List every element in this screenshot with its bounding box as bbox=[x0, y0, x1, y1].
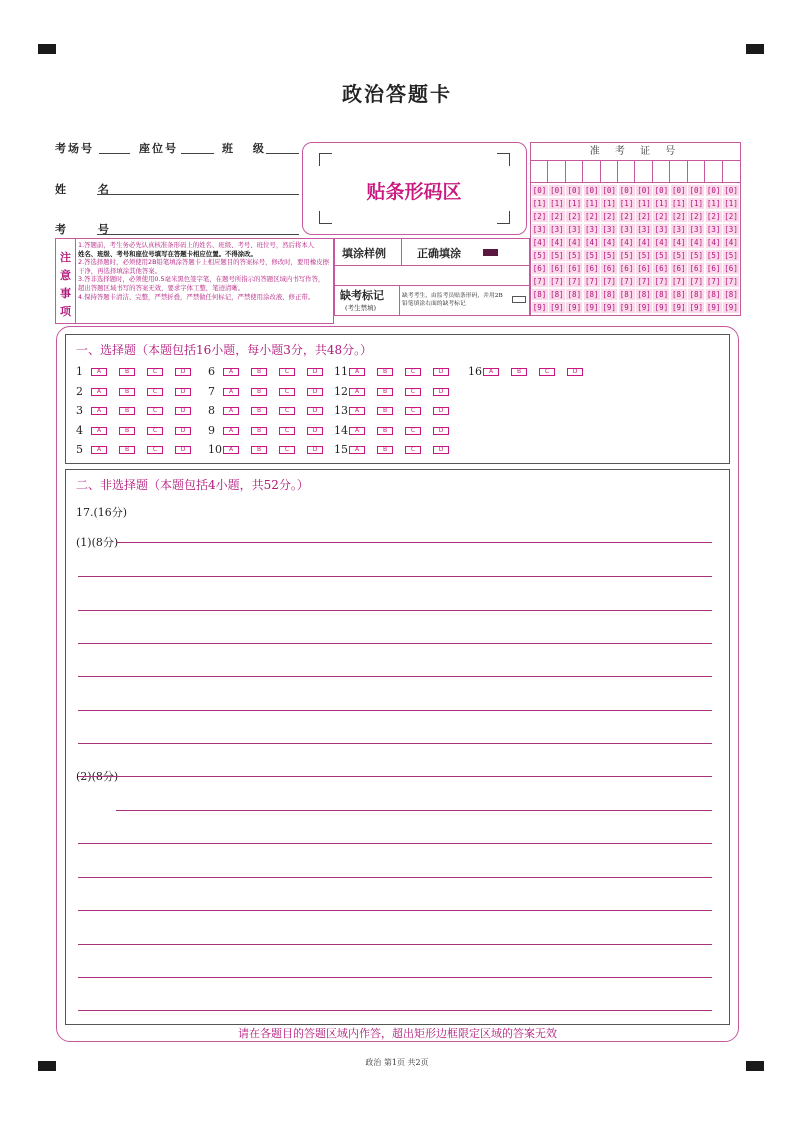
question-number: 6 bbox=[208, 365, 215, 378]
option-bubble-b[interactable]: B bbox=[119, 446, 135, 454]
digit-bubble[interactable]: [7] bbox=[532, 277, 547, 286]
option-bubble-a[interactable]: A bbox=[223, 368, 239, 376]
digit-bubble[interactable]: [8] bbox=[532, 290, 547, 299]
digit-bubble[interactable]: [4] bbox=[567, 238, 582, 247]
answer-line[interactable] bbox=[78, 643, 712, 644]
digit-bubble[interactable]: [7] bbox=[567, 277, 582, 286]
digit-row bbox=[531, 224, 742, 236]
digit-bubble[interactable]: [1] bbox=[654, 199, 669, 208]
option-bubble-c[interactable]: C bbox=[279, 407, 295, 415]
question-17-part2-label: (2)(8分) bbox=[76, 770, 119, 783]
option-bubble-d[interactable]: D bbox=[175, 368, 191, 376]
digit-row bbox=[531, 185, 742, 197]
option-bubble-c[interactable]: C bbox=[147, 368, 163, 376]
digit-bubble[interactable]: [5] bbox=[672, 251, 686, 260]
seat-no-label: 座位号 bbox=[139, 142, 178, 155]
answer-zone-warning: 请在各题目的答题区域内作答，超出矩形边框限定区域的答案无效 bbox=[238, 1027, 557, 1040]
digit-bubble[interactable]: [4] bbox=[550, 238, 564, 247]
digit-bubble[interactable]: [3] bbox=[567, 225, 582, 234]
notes-line: 2.答选择题时，必须使用2B铅笔填涂答题卡上相应题目的答案标号，修改时，要用橡皮擦干净，再选择填涂其他答案。 bbox=[78, 258, 329, 275]
corner-mark bbox=[497, 211, 510, 224]
answer-line[interactable] bbox=[116, 542, 712, 543]
digit-bubble[interactable]: [9] bbox=[637, 303, 651, 312]
question-number: 11 bbox=[334, 365, 348, 378]
question-number: 9 bbox=[208, 423, 215, 437]
digit-bubble[interactable]: [7] bbox=[724, 277, 738, 286]
digit-row bbox=[531, 237, 742, 249]
option-bubble-a[interactable]: A bbox=[91, 368, 107, 376]
option-bubble-d[interactable]: D bbox=[433, 427, 449, 435]
fill-sample-box bbox=[334, 238, 530, 316]
question-number: 2 bbox=[76, 384, 83, 398]
registration-mark bbox=[746, 44, 764, 54]
digit-bubble[interactable]: [7] bbox=[584, 277, 599, 286]
option-bubble-c[interactable]: C bbox=[147, 427, 163, 435]
seat-no-field[interactable] bbox=[181, 153, 214, 154]
question-number: 10 bbox=[208, 443, 222, 456]
page-footer: 政治 第1页 共2页 bbox=[365, 1058, 429, 1067]
option-bubble-c[interactable]: C bbox=[279, 388, 295, 396]
digit-bubble[interactable]: [0] bbox=[567, 186, 582, 195]
option-bubble-a[interactable]: A bbox=[349, 427, 365, 435]
absent-mark-sub: (考生禁填) bbox=[345, 304, 377, 312]
option-bubble-d[interactable]: D bbox=[175, 407, 191, 415]
class-label: 班 级 bbox=[222, 142, 272, 155]
digit-bubble[interactable]: [9] bbox=[654, 303, 669, 312]
digit-bubble[interactable]: [4] bbox=[602, 238, 616, 247]
option-bubble-a[interactable]: A bbox=[223, 446, 239, 454]
digit-bubble[interactable]: [3] bbox=[672, 225, 686, 234]
exam-no-field[interactable] bbox=[97, 234, 299, 235]
answer-line[interactable] bbox=[78, 676, 712, 677]
option-bubble-b[interactable]: B bbox=[377, 388, 393, 396]
option-bubble-c[interactable]: C bbox=[405, 446, 421, 454]
option-bubble-a[interactable]: A bbox=[349, 388, 365, 396]
digit-bubble[interactable]: [3] bbox=[550, 225, 564, 234]
digit-bubble[interactable]: [4] bbox=[706, 238, 721, 247]
digit-bubble[interactable]: [1] bbox=[672, 199, 686, 208]
correct-fill-label: 正确填涂 bbox=[417, 247, 461, 260]
digit-bubble[interactable]: [1] bbox=[724, 199, 738, 208]
name-field[interactable] bbox=[97, 194, 299, 195]
admission-number-title: 准 考 证 号 bbox=[531, 143, 740, 161]
digit-bubble[interactable]: [5] bbox=[724, 251, 738, 260]
option-bubble-b[interactable]: B bbox=[119, 427, 135, 435]
admission-write-box[interactable] bbox=[601, 160, 618, 182]
question-number: 16 bbox=[468, 365, 482, 378]
digit-bubble[interactable]: [1] bbox=[584, 199, 599, 208]
option-bubble-d[interactable]: D bbox=[175, 446, 191, 454]
option-bubble-a[interactable]: A bbox=[223, 407, 239, 415]
digit-bubble[interactable]: [2] bbox=[619, 212, 634, 221]
digit-bubble[interactable]: [0] bbox=[619, 186, 634, 195]
digit-bubble[interactable]: [8] bbox=[619, 290, 634, 299]
question-number: 3 bbox=[76, 404, 83, 417]
option-bubble-a[interactable]: A bbox=[349, 446, 365, 454]
digit-bubble[interactable]: [5] bbox=[550, 251, 564, 260]
digit-bubble[interactable]: [8] bbox=[637, 290, 651, 299]
admission-write-box[interactable] bbox=[531, 160, 548, 182]
digit-bubble[interactable]: [1] bbox=[637, 199, 651, 208]
answer-line[interactable] bbox=[78, 576, 712, 577]
option-bubble-d[interactable]: D bbox=[307, 388, 323, 396]
answer-line[interactable] bbox=[78, 977, 712, 978]
digit-bubble[interactable]: [6] bbox=[619, 264, 634, 273]
digit-bubble[interactable]: [3] bbox=[706, 225, 721, 234]
question-number: 4 bbox=[76, 423, 83, 437]
digit-bubble[interactable]: [8] bbox=[689, 290, 704, 299]
option-bubble-a[interactable]: A bbox=[223, 427, 239, 435]
digit-bubble[interactable]: [4] bbox=[619, 238, 634, 247]
digit-bubble[interactable]: [6] bbox=[584, 264, 599, 273]
option-bubble-b[interactable]: B bbox=[377, 427, 393, 435]
digit-bubble[interactable]: [1] bbox=[706, 199, 721, 208]
digit-bubble[interactable]: [3] bbox=[602, 225, 616, 234]
exam-no-label: 考 号 bbox=[55, 223, 123, 236]
question-number: 5 bbox=[76, 443, 83, 456]
digit-row bbox=[531, 211, 742, 223]
notes-line-bold: 姓名、班级、考号和座位号填写在答题卡相应位置。不得涂改。 bbox=[78, 249, 257, 258]
admission-write-box[interactable] bbox=[548, 160, 565, 182]
notes-line: 4.保持答题卡清洁、完整，严禁折叠，严禁做任何标记，严禁使用涂改液、修正带。 bbox=[78, 292, 315, 301]
digit-bubble[interactable]: [6] bbox=[724, 264, 738, 273]
answer-line[interactable] bbox=[78, 877, 712, 878]
option-bubble-c[interactable]: C bbox=[539, 368, 555, 376]
option-bubble-d[interactable]: D bbox=[175, 388, 191, 396]
digit-bubble[interactable]: [2] bbox=[706, 212, 721, 221]
digit-bubble[interactable]: [8] bbox=[584, 290, 599, 299]
question-number: 13 bbox=[334, 404, 348, 417]
answer-line[interactable] bbox=[78, 1010, 712, 1011]
answer-line[interactable] bbox=[78, 743, 712, 744]
digit-bubble[interactable]: [6] bbox=[706, 264, 721, 273]
digit-bubble[interactable]: [8] bbox=[567, 290, 582, 299]
option-bubble-d[interactable]: D bbox=[175, 427, 191, 435]
digit-bubble[interactable]: [5] bbox=[567, 251, 582, 260]
digit-bubble[interactable]: [2] bbox=[567, 212, 582, 221]
digit-bubble[interactable]: [1] bbox=[550, 199, 564, 208]
section-open bbox=[65, 469, 730, 1025]
option-bubble-c[interactable]: C bbox=[405, 407, 421, 415]
digit-bubble[interactable]: [8] bbox=[672, 290, 686, 299]
question-17-part1-label: (1)(8分) bbox=[76, 536, 119, 549]
question-number: 1 bbox=[76, 365, 83, 378]
notes-text bbox=[78, 241, 330, 301]
correct-fill-sample bbox=[483, 249, 498, 256]
option-bubble-b[interactable]: B bbox=[377, 446, 393, 454]
answer-line[interactable] bbox=[116, 810, 712, 811]
digit-bubble[interactable]: [6] bbox=[689, 264, 704, 273]
digit-bubble[interactable]: [7] bbox=[619, 277, 634, 286]
question-number: 14 bbox=[334, 423, 348, 437]
digit-bubble[interactable]: [3] bbox=[724, 225, 738, 234]
admission-write-box[interactable] bbox=[670, 160, 687, 182]
digit-row bbox=[531, 250, 742, 262]
notes-line: 1.答题前，考生务必先认真核准条形码上的姓名、班级、考号、班位号，然后将本人 bbox=[78, 241, 315, 249]
digit-bubble[interactable]: [1] bbox=[689, 199, 704, 208]
digit-bubble[interactable]: [6] bbox=[637, 264, 651, 273]
question-17-label: 17.(16分) bbox=[76, 506, 128, 519]
digit-bubble[interactable]: [9] bbox=[584, 303, 599, 312]
option-bubble-d[interactable]: D bbox=[433, 388, 449, 396]
digit-bubble[interactable]: [6] bbox=[672, 264, 686, 273]
digit-bubble[interactable]: [9] bbox=[672, 303, 686, 312]
digit-bubble[interactable]: [2] bbox=[724, 212, 738, 221]
digit-bubble[interactable]: [0] bbox=[654, 186, 669, 195]
option-bubble-d[interactable]: D bbox=[433, 368, 449, 376]
digit-bubble[interactable]: [9] bbox=[724, 303, 738, 312]
admission-write-box[interactable] bbox=[583, 160, 600, 182]
digit-bubble[interactable]: [6] bbox=[550, 264, 564, 273]
digit-bubble[interactable]: [2] bbox=[637, 212, 651, 221]
notes-box bbox=[55, 238, 334, 324]
option-bubble-b[interactable]: B bbox=[251, 368, 267, 376]
option-bubble-b[interactable]: B bbox=[251, 407, 267, 415]
digit-bubble[interactable]: [0] bbox=[706, 186, 721, 195]
answer-line[interactable] bbox=[78, 610, 712, 611]
option-bubble-c[interactable]: C bbox=[405, 388, 421, 396]
digit-bubble[interactable]: [7] bbox=[689, 277, 704, 286]
absent-mark-text: 缺考考生，由监考员贴条形码，并用2B铅笔填涂右面的缺考标记 bbox=[402, 293, 503, 307]
digit-bubble[interactable]: [2] bbox=[532, 212, 547, 221]
option-bubble-d[interactable]: D bbox=[307, 446, 323, 454]
class-field[interactable] bbox=[266, 153, 299, 154]
digit-bubble[interactable]: [7] bbox=[654, 277, 669, 286]
digit-bubble[interactable]: [0] bbox=[724, 186, 738, 195]
digit-bubble[interactable]: [4] bbox=[654, 238, 669, 247]
digit-bubble[interactable]: [3] bbox=[619, 225, 634, 234]
option-bubble-b[interactable]: B bbox=[251, 446, 267, 454]
digit-row bbox=[531, 289, 742, 301]
digit-bubble[interactable]: [5] bbox=[584, 251, 599, 260]
option-bubble-b[interactable]: B bbox=[377, 368, 393, 376]
digit-bubble[interactable]: [3] bbox=[637, 225, 651, 234]
option-bubble-a[interactable]: A bbox=[91, 407, 107, 415]
option-bubble-b[interactable]: B bbox=[377, 407, 393, 415]
answer-line[interactable] bbox=[78, 910, 712, 911]
digit-bubble[interactable]: [0] bbox=[602, 186, 616, 195]
exam-room-field[interactable] bbox=[99, 153, 130, 154]
option-bubble-a[interactable]: A bbox=[349, 407, 365, 415]
digit-bubble[interactable]: [4] bbox=[532, 238, 547, 247]
digit-bubble[interactable]: [2] bbox=[584, 212, 599, 221]
digit-bubble[interactable]: [2] bbox=[672, 212, 686, 221]
option-bubble-c[interactable]: C bbox=[405, 368, 421, 376]
option-bubble-c[interactable]: C bbox=[279, 368, 295, 376]
question-number: 8 bbox=[208, 404, 215, 417]
notes-line: 3.答非选择题时，必须使用0.5毫米黑色签字笔，在题号所指示的答题区域内书写作答，超出答题区域书写的答案无效，要求字体工整，笔迹清晰。 bbox=[78, 275, 325, 292]
digit-bubble[interactable]: [4] bbox=[637, 238, 651, 247]
digit-bubble[interactable]: [1] bbox=[602, 199, 616, 208]
option-bubble-b[interactable]: B bbox=[119, 388, 135, 396]
digit-bubble[interactable]: [5] bbox=[637, 251, 651, 260]
digit-bubble[interactable]: [0] bbox=[672, 186, 686, 195]
option-bubble-b[interactable]: B bbox=[251, 388, 267, 396]
digit-bubble[interactable]: [3] bbox=[584, 225, 599, 234]
option-bubble-a[interactable]: A bbox=[483, 368, 499, 376]
digit-bubble[interactable]: [5] bbox=[532, 251, 547, 260]
option-bubble-d[interactable]: D bbox=[307, 368, 323, 376]
fill-sample-label: 填涂样例 bbox=[342, 247, 386, 260]
option-bubble-b[interactable]: B bbox=[251, 427, 267, 435]
digit-row bbox=[531, 263, 742, 275]
digit-bubble[interactable]: [1] bbox=[567, 199, 582, 208]
digit-bubble[interactable]: [9] bbox=[706, 303, 721, 312]
admission-number-write-boxes[interactable] bbox=[531, 160, 740, 182]
option-bubble-d[interactable]: D bbox=[433, 407, 449, 415]
absent-mark-box[interactable] bbox=[512, 296, 526, 303]
digit-bubble[interactable]: [0] bbox=[584, 186, 599, 195]
option-bubble-a[interactable]: A bbox=[349, 368, 365, 376]
option-bubble-b[interactable]: B bbox=[511, 368, 527, 376]
corner-mark bbox=[319, 211, 332, 224]
admission-write-box[interactable] bbox=[566, 160, 583, 182]
option-bubble-c[interactable]: C bbox=[279, 446, 295, 454]
digit-bubble[interactable]: [5] bbox=[689, 251, 704, 260]
digit-bubble[interactable]: [6] bbox=[532, 264, 547, 273]
digit-bubble[interactable]: [2] bbox=[689, 212, 704, 221]
option-bubble-c[interactable]: C bbox=[147, 388, 163, 396]
digit-bubble[interactable]: [9] bbox=[619, 303, 634, 312]
option-bubble-c[interactable]: C bbox=[147, 446, 163, 454]
page-title: 政治答题卡 bbox=[342, 82, 452, 106]
digit-bubble[interactable]: [9] bbox=[689, 303, 704, 312]
answer-line[interactable] bbox=[78, 843, 712, 844]
notes-title-text: 注意事项 bbox=[60, 251, 71, 318]
digit-bubble[interactable]: [5] bbox=[706, 251, 721, 260]
digit-bubble[interactable]: [9] bbox=[550, 303, 564, 312]
digit-row bbox=[531, 276, 742, 288]
digit-bubble[interactable]: [7] bbox=[706, 277, 721, 286]
question-number: 15 bbox=[334, 443, 348, 456]
option-bubble-d[interactable]: D bbox=[567, 368, 583, 376]
digit-bubble[interactable]: [9] bbox=[602, 303, 616, 312]
barcode-area bbox=[302, 142, 527, 235]
section2-title: 二、非选择题（本题包括4小题，共52分。） bbox=[76, 478, 309, 492]
option-bubble-b[interactable]: B bbox=[119, 368, 135, 376]
digit-bubble[interactable]: [8] bbox=[550, 290, 564, 299]
option-bubble-b[interactable]: B bbox=[119, 407, 135, 415]
name-label: 姓 名 bbox=[55, 183, 123, 196]
option-bubble-a[interactable]: A bbox=[91, 446, 107, 454]
option-bubble-c[interactable]: C bbox=[405, 427, 421, 435]
corner-mark bbox=[319, 153, 332, 166]
registration-mark bbox=[38, 44, 56, 54]
digit-bubble[interactable]: [7] bbox=[550, 277, 564, 286]
admission-write-box[interactable] bbox=[618, 160, 635, 182]
option-bubble-d[interactable]: D bbox=[307, 427, 323, 435]
admission-write-box[interactable] bbox=[688, 160, 705, 182]
digit-bubble[interactable]: [5] bbox=[654, 251, 669, 260]
question-number: 7 bbox=[208, 384, 215, 398]
digit-bubble[interactable]: [3] bbox=[532, 225, 547, 234]
digit-row bbox=[531, 302, 742, 314]
digit-bubble[interactable]: [4] bbox=[672, 238, 686, 247]
option-bubble-a[interactable]: A bbox=[91, 388, 107, 396]
option-bubble-c[interactable]: C bbox=[279, 427, 295, 435]
digit-bubble[interactable]: [8] bbox=[602, 290, 616, 299]
notes-title bbox=[56, 239, 76, 323]
admission-write-box[interactable] bbox=[723, 160, 739, 182]
digit-bubble[interactable]: [7] bbox=[637, 277, 651, 286]
answer-line[interactable] bbox=[78, 710, 712, 711]
option-bubble-a[interactable]: A bbox=[223, 388, 239, 396]
digit-bubble[interactable]: [6] bbox=[654, 264, 669, 273]
digit-bubble[interactable]: [6] bbox=[602, 264, 616, 273]
digit-bubble[interactable]: [8] bbox=[706, 290, 721, 299]
digit-bubble[interactable]: [0] bbox=[532, 186, 547, 195]
digit-bubble[interactable]: [0] bbox=[637, 186, 651, 195]
digit-bubble[interactable]: [1] bbox=[619, 199, 634, 208]
admission-write-box[interactable] bbox=[705, 160, 722, 182]
digit-bubble[interactable]: [2] bbox=[550, 212, 564, 221]
digit-bubble[interactable]: [4] bbox=[724, 238, 738, 247]
digit-bubble[interactable]: [6] bbox=[567, 264, 582, 273]
answer-line[interactable] bbox=[78, 944, 712, 945]
digit-bubble[interactable]: [0] bbox=[550, 186, 564, 195]
corner-mark bbox=[497, 153, 510, 166]
admission-number-grid bbox=[530, 142, 741, 316]
digit-bubble[interactable]: [7] bbox=[672, 277, 686, 286]
barcode-label: 贴条形码区 bbox=[366, 181, 462, 203]
answer-line[interactable] bbox=[78, 776, 712, 777]
digit-bubble[interactable]: [3] bbox=[689, 225, 704, 234]
option-bubble-d[interactable]: D bbox=[433, 446, 449, 454]
digit-bubble[interactable]: [9] bbox=[532, 303, 547, 312]
digit-bubble[interactable]: [8] bbox=[724, 290, 738, 299]
option-bubble-a[interactable]: A bbox=[91, 427, 107, 435]
exam-room-label: 考场号 bbox=[55, 142, 94, 155]
digit-bubble[interactable]: [5] bbox=[619, 251, 634, 260]
section1-title: 一、选择题（本题包括16小题，每小题3分，共48分。） bbox=[76, 343, 373, 357]
digit-bubble[interactable]: [9] bbox=[567, 303, 582, 312]
digit-bubble[interactable]: [2] bbox=[602, 212, 616, 221]
section-choice bbox=[65, 334, 730, 464]
digit-bubble[interactable]: [3] bbox=[654, 225, 669, 234]
admission-write-box[interactable] bbox=[653, 160, 670, 182]
digit-bubble[interactable]: [2] bbox=[654, 212, 669, 221]
digit-bubble[interactable]: [4] bbox=[584, 238, 599, 247]
notes-line bbox=[78, 250, 330, 259]
absent-mark-label: 缺考标记 bbox=[340, 289, 384, 302]
digit-bubble[interactable]: [0] bbox=[689, 186, 704, 195]
admission-write-box[interactable] bbox=[636, 160, 653, 182]
digit-row bbox=[531, 198, 742, 210]
digit-bubble[interactable]: [7] bbox=[602, 277, 616, 286]
digit-bubble[interactable]: [4] bbox=[689, 238, 704, 247]
digit-bubble[interactable]: [1] bbox=[532, 199, 547, 208]
option-bubble-c[interactable]: C bbox=[147, 407, 163, 415]
digit-bubble[interactable]: [8] bbox=[654, 290, 669, 299]
question-number: 12 bbox=[334, 384, 348, 398]
option-bubble-d[interactable]: D bbox=[307, 407, 323, 415]
digit-bubble[interactable]: [5] bbox=[602, 251, 616, 260]
